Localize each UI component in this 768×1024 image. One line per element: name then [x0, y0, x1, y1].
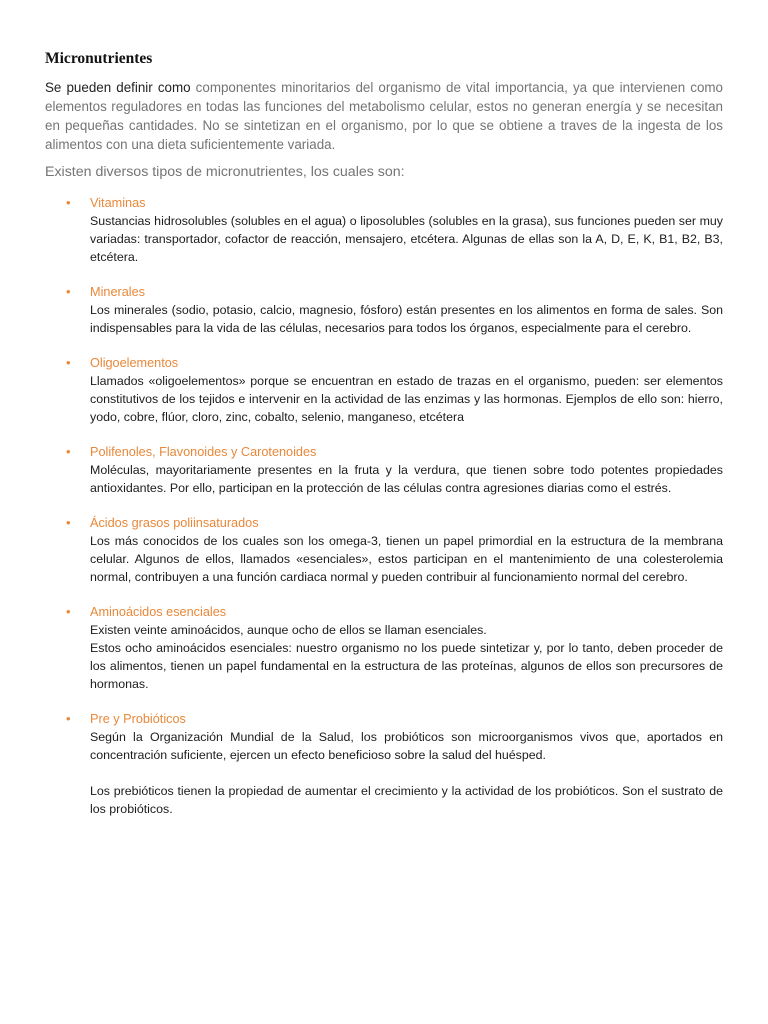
intro-second-paragraph: Existen diversos tipos de micronutrientes, los cuales son:	[45, 164, 405, 180]
bullet-icon: •	[66, 284, 71, 299]
list-item	[45, 283, 723, 337]
item-heading: Oligoelementos	[90, 356, 179, 370]
intro-rest: componentes minoritarios del organismo de vital importancia, ya que intervienen como elementos reguladores en todas las funciones del metabolismo celular, estos no generan energía y se necesitan en pequeñas cantidades. No se sintetizan en el organismo, por lo que se obtiene a traves de la ingesta de los alimentos con una dieta suficientemente variada.	[45, 80, 723, 152]
page-title: Micronutrientes	[45, 50, 153, 67]
list-item	[45, 603, 723, 693]
list-item	[45, 710, 723, 818]
list-item	[45, 443, 723, 497]
item-description: Existen veinte aminoácidos, aunque ocho de ellos se llaman esenciales.	[90, 623, 487, 637]
item-description: Los prebióticos tienen la propiedad de aumentar el crecimiento y la actividad de los probióticos. Son el sustrato de los probióticos.	[90, 784, 723, 816]
item-description: Según la Organización Mundial de la Salud, los probióticos son microorganismos vivos que, aportados en concentración suficiente, ejercen un efecto beneficioso sobre la salud del huésped.	[90, 730, 723, 762]
item-heading: Ácidos grasos poliinsaturados	[90, 516, 259, 530]
item-description: Estos ocho aminoácidos esenciales: nuestro organismo no los puede sintetizar y, por lo tanto, deben proceder de los alimentos, tienen un papel fundamental en la estructura de las proteínas, algunos de ellos son precursores de hormonas.	[90, 641, 723, 691]
bullet-icon: •	[66, 515, 71, 530]
item-description: Moléculas, mayoritariamente presentes en la fruta y la verdura, que tienen sobre todo potentes propiedades antioxidantes. Por ello, participan en la protección de las células contra agresiones diarias como el estrés.	[90, 463, 723, 495]
item-heading: Polifenoles, Flavonoides y Carotenoides	[90, 445, 317, 459]
list-item	[45, 514, 723, 586]
bullet-icon: •	[66, 444, 71, 459]
bullet-icon: •	[66, 195, 71, 210]
item-description: Sustancias hidrosolubles (solubles en el agua) o liposolubles (solubles en la grasa), sus funciones pueden ser muy variadas: transportador, cofactor de reacción, mensajero, etcétera. Algunas de ellas son la A, D, E, K, B1, B2, B3, etcétera.	[90, 214, 723, 264]
list-item	[45, 194, 723, 266]
paragraph-gap	[90, 764, 723, 782]
item-heading: Pre y Probióticos	[90, 712, 186, 726]
bullet-icon: •	[66, 604, 71, 619]
bullet-icon: •	[66, 355, 71, 370]
item-description: Los minerales (sodio, potasio, calcio, magnesio, fósforo) están presentes en los alimentos en forma de sales. Son indispensables para la vida de las células, necesarios para todos los órganos, especialmente para el cerebro.	[90, 303, 723, 335]
item-description: Los más conocidos de los cuales son los omega-3, tienen un papel primordial en la estructura de la membrana celular. Algunos de ellos, llamados «esenciales», estos participan en el mantenimiento de una colesterolemia normal, contribuyen a una función cardiaca normal y pueden contribuir al funcionamiento normal del cerebro.	[90, 534, 723, 584]
list-item	[45, 354, 723, 426]
item-heading: Minerales	[90, 285, 145, 299]
intro-paragraph	[45, 78, 723, 154]
bullet-icon: •	[66, 711, 71, 726]
intro-lead: Se pueden definir como	[45, 80, 191, 95]
item-description: Llamados «oligoelementos» porque se encuentran en estado de trazas en el organismo, pueden: ser elementos constitutivos de los tejidos e intervenir en la actividad de las enzimas y las hormonas. Ejemplos de ello son: hierro, yodo, cobre, flúor, cloro, zinc, cobalto, selenio, manganeso, etcétera	[90, 374, 723, 424]
item-heading: Aminoácidos esenciales	[90, 605, 227, 619]
micronutrient-list	[45, 194, 723, 818]
item-heading: Vitaminas	[90, 196, 146, 210]
